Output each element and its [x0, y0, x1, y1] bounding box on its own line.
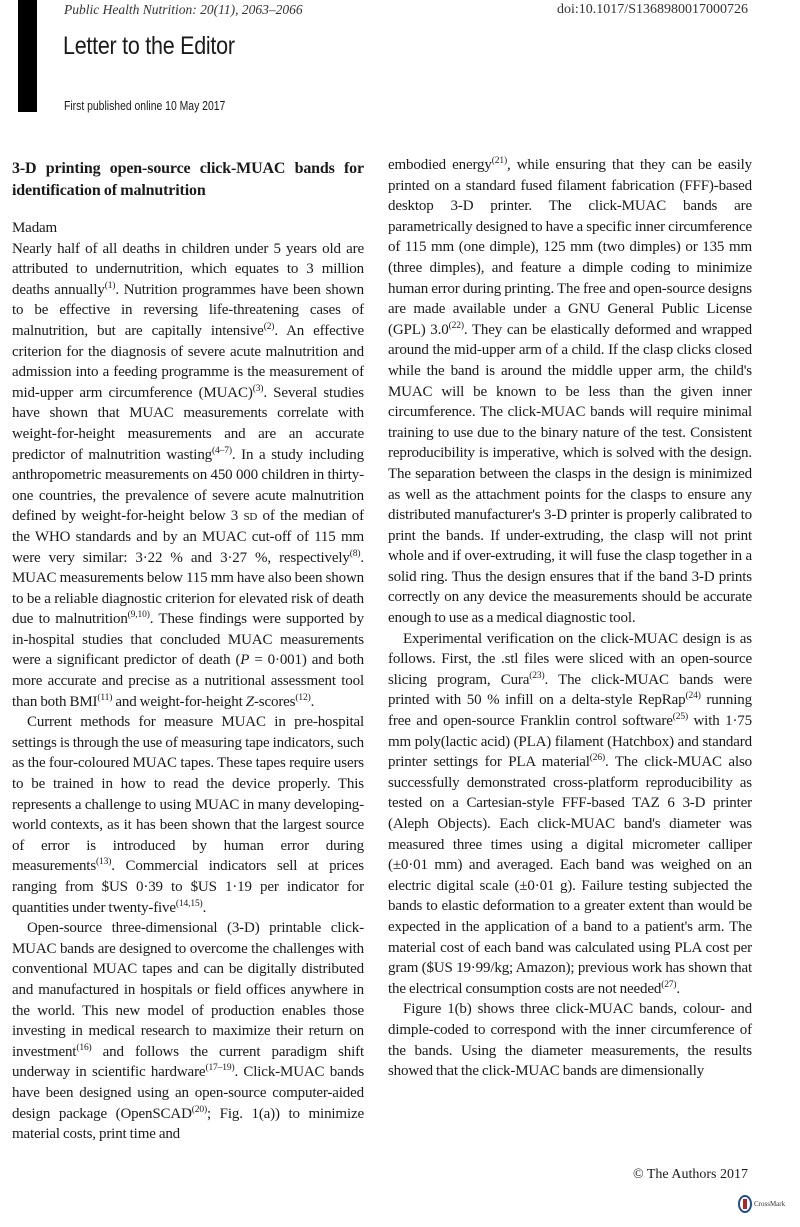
citation-reference[interactable]: (24): [685, 691, 701, 702]
paragraph: [12, 712, 364, 918]
right-body: [388, 155, 752, 1082]
citation-reference[interactable]: (20): [191, 1104, 208, 1115]
paragraph: [388, 155, 752, 629]
italic-symbol: P: [240, 652, 250, 669]
text-run: Current methods for measure MUAC in pre-hospital settings is through the use of measuring tape indicators, such as the four-coloured MUAC tapes. These tapes require users to be trained in how to read the device properly. This represents a challenge to using MUAC in many developing-world contexts, as it has been shown that the largest source of error is introduced by human error during measurements: [12, 714, 364, 875]
text-run: with 1·75 mm poly(lactic acid) (PLA) filament (Hatchbox) and standard printer settings for PLA material: [388, 713, 752, 771]
text-run: . In a study including anthropometric measurements on 450 000 children in thirty-one countries, the prevalence of severe acute malnutrition defined by weight-for-height below 3: [12, 446, 364, 525]
text-run: . An effective criterion for the diagnosis of severe acute malnutrition and admission into a feeding programme is the measurement of mid-upper arm circumference (MUAC): [12, 322, 364, 401]
paragraph: [388, 999, 752, 1081]
text-run: . They can be elastically deformed and wrapped around the mid-upper arm of a child. If the clasp clicks closed while the band is around the middle upper arm, the child's MUAC will be known to be less than the given inner circumference. The click-MUAC bands will require minimal training to use due to the binary nature of the test. Consistent reproducibility is imperative, which is solved with the design. The separation between the clasps in the design is minimized as well as the attachment points for the clasps to ensure any distributed manufacturer's 3-D printer is properly calibrated to print the bands. If under-extruding, the clasp will not print whole and if over-extruding, it will fuse the clasp together in a solid ring. Thus the design ensures that if the band 3-D prints correctly on any device the measurements should be accurate enough to use as a medical diagnostic tool.: [388, 321, 753, 627]
citation-reference[interactable]: (23): [529, 670, 545, 681]
text-run: Experimental verification on the click-MUAC design is as follows. First, the .stl files were sliced with an open-source slicing program, Cura: [388, 630, 752, 688]
text-run: .: [202, 899, 207, 916]
crossmark-icon: [738, 1195, 752, 1213]
left-body: [12, 239, 364, 1145]
text-run: .: [676, 980, 681, 997]
citation-reference[interactable]: (9,10): [127, 610, 150, 621]
citation-reference[interactable]: (12): [295, 692, 311, 703]
citation-reference[interactable]: (3): [252, 383, 264, 394]
citation-reference[interactable]: (14,15): [175, 898, 203, 909]
text-run: Open-source three-dimensional (3-D) printable click-MUAC bands are designed to overcome the challenges with conventional MUAC tapes and can be digitally distributed and manufactured in hospitals or field offices anywhere in the world. This new model of production enables those investing in medical research to maximize their return on investment: [12, 920, 364, 1060]
citation-reference[interactable]: (16): [76, 1042, 92, 1053]
citation-reference[interactable]: (1): [104, 280, 116, 291]
right-column: [388, 155, 752, 1082]
text-run: . Commercial indicators sell at prices ranging from $US 0·39 to $US 1·19 per indicator for quantities under twenty-five: [12, 858, 364, 916]
citation-reference[interactable]: (2): [263, 321, 275, 332]
citation-reference[interactable]: (4–7): [212, 445, 232, 456]
paragraph: [388, 629, 752, 1000]
text-run: . Nutrition programmes have been shown to be effective in reversing life-threatening cases of malnutrition, but are capitally intensive: [12, 281, 364, 339]
text-run: Figure 1(b) shows three click-MUAC bands, colour- and dimple-coded to correspond with the inner circumference of the bands. Using the diameter measurements, the results showed that the click-MUAC bands are dimensionally: [388, 1001, 752, 1080]
text-run: Nearly half of all deaths in children under 5 years old are attributed to undernutrition, which equates to 3 million deaths annually: [12, 240, 364, 298]
crossmark-badge[interactable]: [738, 1195, 785, 1213]
text-run: . Click-MUAC bands have been designed using an open-source computer-aided design package (OpenSCAD: [12, 1064, 365, 1122]
citation-reference[interactable]: (21): [491, 156, 507, 166]
text-run: embodied energy: [388, 157, 492, 173]
citation-reference[interactable]: (17–19): [205, 1063, 235, 1074]
text-run: . The click-MUAC bands were printed with 50 % infill on a delta-style RepRap: [388, 671, 752, 709]
italic-symbol: Z: [245, 693, 254, 710]
salutation: Madam: [12, 220, 58, 236]
text-run: ; Fig. 1(a)) to minimize material costs, print time and: [12, 1105, 364, 1143]
text-run: .: [310, 693, 315, 710]
text-run: . MUAC measurements below 115 mm have also been shown to be a reliable diagnostic criterion for elevated risk of death due to malnutrition: [12, 549, 364, 628]
citation-reference[interactable]: (27): [661, 979, 677, 990]
text-run: -scores: [253, 693, 296, 710]
text-run: , while ensuring that they can be easily printed on a standard fused filament fabrication (FFF)-based desktop 3-D printer. The click-MUAC bands are parametrically designed to have a specific inner circumference of 115 mm (one dimple), 125 mm (two dimples) or 135 mm (three dimples), and feature a dimple coding to minimize human error during printing. The free and open-source designs are made available under a GNU General Public License (GPL) 3.0: [388, 157, 752, 338]
citation-reference[interactable]: (22): [448, 320, 464, 331]
paragraph: [12, 239, 364, 713]
doi-link[interactable]: doi:10.1017/S1368980017000726: [557, 2, 748, 17]
text-run: . Several studies have shown that MUAC measurements correlate with weight-for-height measurements and are an accurate predictor of malnutrition wasting: [12, 384, 364, 463]
section-heading: Letter to the Editor: [63, 32, 235, 60]
text-run: = 0·001) and both more accurate and precise as a nutritional assessment tool than both BMI: [12, 652, 364, 710]
text-run: of the median of the WHO standards and by an MUAC cut-off of 115 mm were very similar: 3·22 % and 3·27 %, respectively: [12, 508, 364, 566]
publication-date: First published online 10 May 2017: [64, 98, 226, 113]
citation-reference[interactable]: (25): [672, 712, 688, 723]
citation-reference[interactable]: (8): [349, 548, 361, 559]
left-column: [12, 155, 364, 1145]
copyright: © The Authors 2017: [633, 1166, 748, 1182]
citation-reference[interactable]: (26): [589, 753, 605, 764]
small-caps-text: sd: [243, 508, 258, 525]
article-title: 3-D printing open-source click-MUAC bands for identification of malnutrition: [12, 160, 364, 199]
text-run: and follows the current paradigm shift underway in scientific hardware: [12, 1043, 364, 1081]
text-run: running free and open-source Franklin control software: [388, 692, 752, 730]
paragraph: [12, 918, 364, 1145]
citation-reference[interactable]: (11): [97, 692, 113, 703]
citation-reference[interactable]: (13): [96, 857, 112, 868]
text-run: . The click-MUAC also successfully demonstrated cross-platform reproducibility as tested on a Cartesian-style FFF-based TAZ 6 3-D printer (Aleph Objects). Each click-MUAC band's diameter was measured three times using a digital micrometer calliper (±0·01 mm) and averaged. Each band was weighed on an electric digital scale (±0·01 g). Failure testing subjected the bands to elastic deformation to a greater extent than would be expected in the application of a band to a patient's arm. The material cost of each band was calculated using PLA cost per gram ($US 19·99/kg; Amazon); previous work has shown that the electrical consumption costs are not needed: [388, 754, 752, 997]
text-run: and weight-for-height: [112, 693, 246, 710]
journal-citation: Public Health Nutrition: 20(11), 2063–2066: [64, 2, 303, 17]
text-run: . These findings were supported by in-hospital studies that concluded MUAC measurements were a significant predictor of death (: [12, 611, 364, 669]
two-column-layout: [0, 155, 800, 1145]
crossmark-label: CrossMark: [754, 1199, 786, 1208]
page-footer: [0, 1167, 800, 1227]
